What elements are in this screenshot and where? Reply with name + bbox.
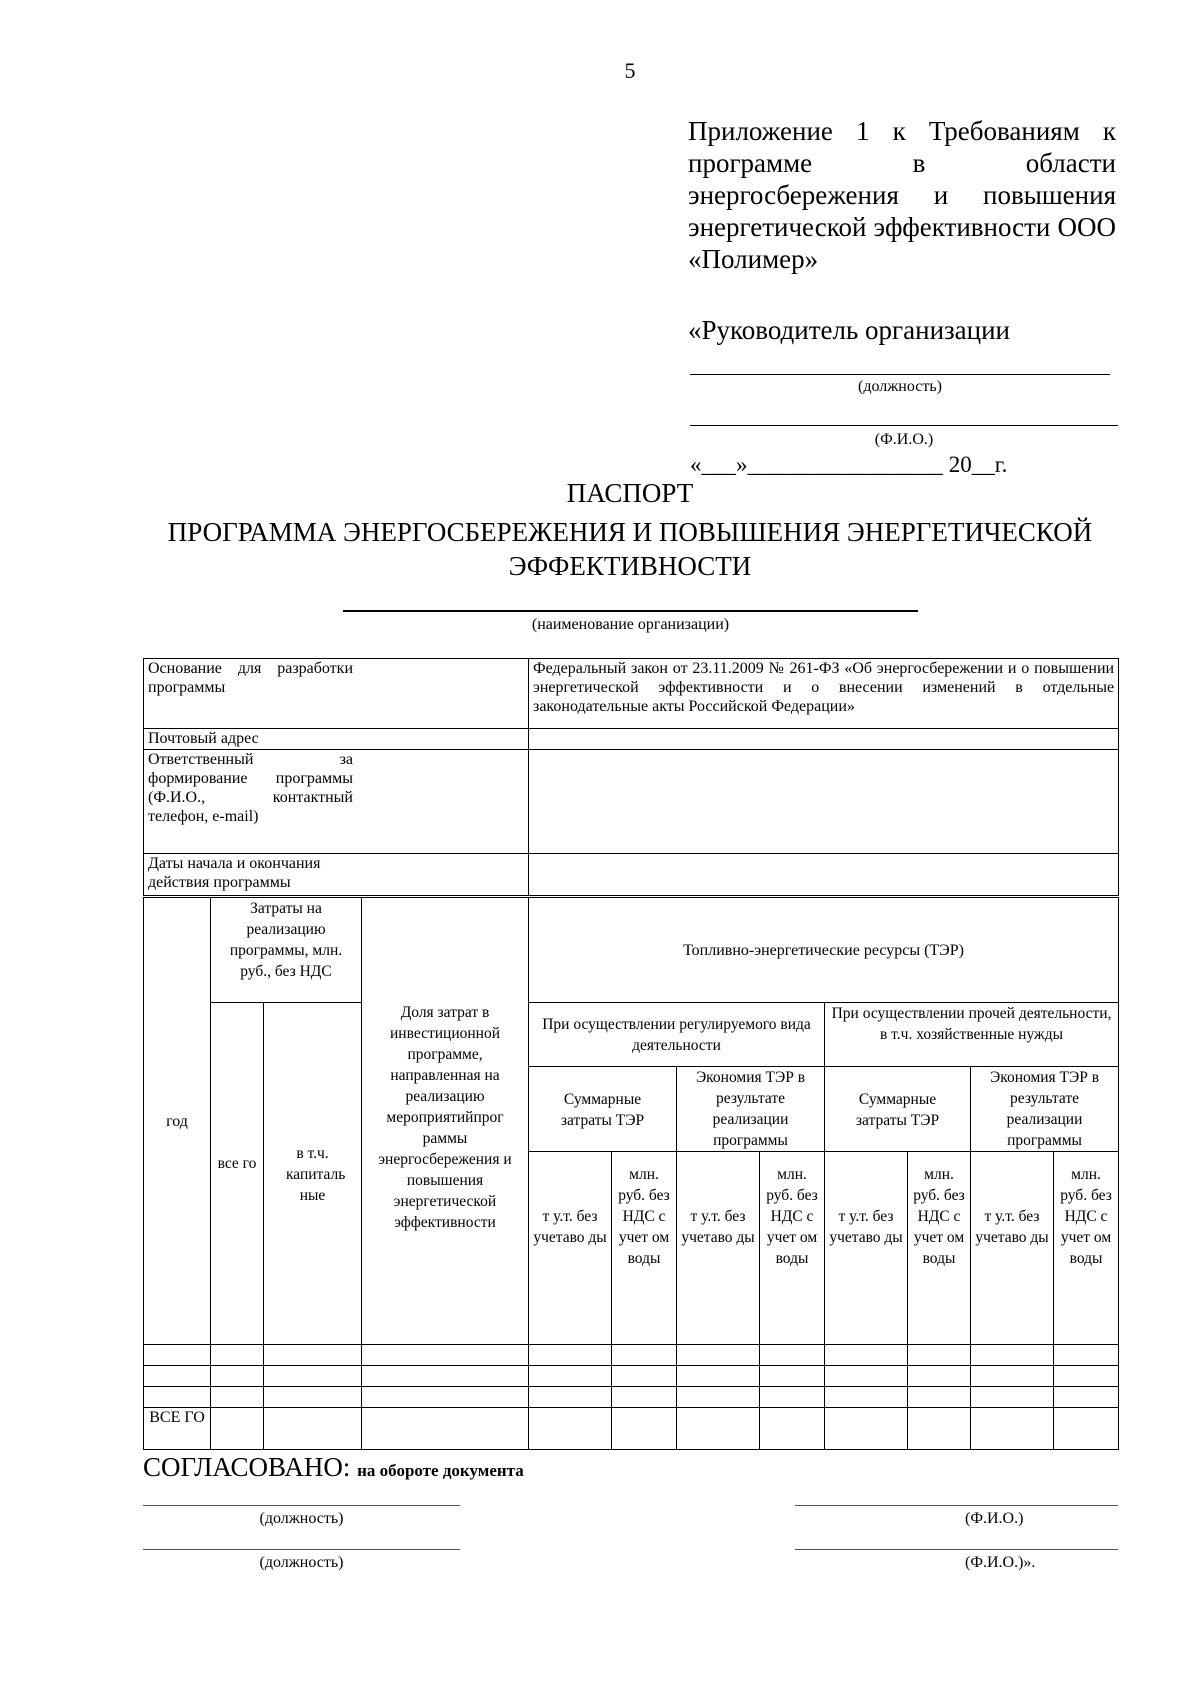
agreed-block <box>143 1452 524 1483</box>
unit-tut-header: т у.т. без учетаво ды <box>971 1152 1054 1345</box>
responsible-value[interactable] <box>529 750 1119 854</box>
appendix-note: Приложение 1 к Требованиям к программе в области энергосбережения и повышения энергетической эффективности ООО «Полимер» <box>688 116 1116 274</box>
table-cell[interactable] <box>825 1366 908 1387</box>
table-cell[interactable] <box>362 1408 529 1450</box>
dates-value[interactable] <box>529 854 1119 896</box>
table-row <box>144 750 1119 854</box>
table-cell[interactable] <box>825 1387 908 1408</box>
costs-header: Затраты на реализацию программы, млн. руб., без НДС <box>211 898 362 1003</box>
signature-line <box>795 1549 1118 1550</box>
table-cell[interactable] <box>612 1408 677 1450</box>
table-cell[interactable] <box>144 1345 211 1366</box>
approval-head: «Руководитель организации <box>688 315 1011 345</box>
table-cell[interactable] <box>908 1387 971 1408</box>
table-cell[interactable] <box>1054 1387 1119 1408</box>
table-cell[interactable] <box>529 1408 612 1450</box>
table-cell[interactable] <box>1054 1345 1119 1366</box>
basis-value: Федеральный закон от 23.11.2009 № 261-ФЗ «Об энергосбережении и о повышении энергетической эффективности и о внесении изменений в отдельные законодательные акты Российской Федерации» <box>529 659 1119 729</box>
dates-label-cell <box>144 854 529 896</box>
table-cell[interactable] <box>908 1345 971 1366</box>
table-cell[interactable] <box>760 1408 825 1450</box>
signature-line <box>143 1549 460 1550</box>
table-cell[interactable] <box>362 1387 529 1408</box>
table-cell[interactable] <box>760 1366 825 1387</box>
basis-label-cell <box>144 659 529 729</box>
ter-header: Топливно-энергетические ресурсы (ТЭР) <box>529 898 1119 1003</box>
position-caption: (должность) <box>858 378 942 395</box>
passport-table <box>143 658 1119 896</box>
other-header: При осуществлении прочей деятельности, в т.ч. хозяйственные нужды <box>825 1003 1119 1067</box>
table-row <box>144 729 1119 750</box>
table-cell[interactable] <box>971 1366 1054 1387</box>
passport-title: ПАСПОРТ <box>566 478 694 508</box>
table-cell[interactable] <box>612 1345 677 1366</box>
table-row <box>144 1387 1119 1408</box>
table-cell[interactable] <box>971 1408 1054 1450</box>
agreed-title: СОГЛАСОВАНО: <box>143 1452 351 1482</box>
year-header: год <box>144 898 211 1345</box>
table-cell[interactable] <box>264 1366 362 1387</box>
table-cell[interactable] <box>264 1345 362 1366</box>
capital-costs-header: в т.ч. капиталь ные <box>264 1003 362 1345</box>
table-cell[interactable] <box>908 1366 971 1387</box>
table-cell[interactable] <box>264 1408 362 1450</box>
unit-tut-header: т у.т. без учетаво ды <box>677 1152 760 1345</box>
table-cell[interactable] <box>211 1366 264 1387</box>
postal-label <box>144 729 529 750</box>
table-cell[interactable] <box>760 1345 825 1366</box>
signature-line <box>795 1505 1118 1506</box>
table-cell[interactable] <box>211 1345 264 1366</box>
position-caption-2: (должность) <box>259 1554 344 1571</box>
table-cell[interactable] <box>144 1366 211 1387</box>
basis-label: Основание для разработки программы <box>148 660 353 696</box>
table-cell[interactable] <box>677 1345 760 1366</box>
unit-tut-header: т у.т. без учетаво ды <box>825 1152 908 1345</box>
table-cell[interactable] <box>529 1345 612 1366</box>
agreed-note: на обороте документа <box>357 1461 524 1480</box>
table-cell[interactable] <box>612 1387 677 1408</box>
sum-costs-other-header: Суммарные затраты ТЭР <box>825 1067 971 1152</box>
page-number: 5 <box>624 58 636 83</box>
table-cell[interactable] <box>760 1387 825 1408</box>
table-cell[interactable] <box>529 1366 612 1387</box>
table-cell[interactable] <box>677 1408 760 1450</box>
table-row <box>144 659 1119 729</box>
table-cell[interactable] <box>825 1345 908 1366</box>
unit-rub-header: млн. руб. без НДС с учет ом воды <box>908 1152 971 1345</box>
dates-label: Даты начала и окончания действия программы <box>148 855 321 891</box>
unit-rub-header: млн. руб. без НДС с учет ом воды <box>612 1152 677 1345</box>
responsible-label: Ответственный за формирование программы (Ф.И.О., контактный телефон, e-mail) <box>148 751 353 825</box>
postal-value[interactable] <box>529 729 1119 750</box>
unit-tut-header: т у.т. без учетаво ды <box>529 1152 612 1345</box>
table-cell[interactable] <box>971 1387 1054 1408</box>
savings-other-header: Экономия ТЭР в результате реализации программы <box>971 1067 1119 1152</box>
table-cell[interactable] <box>825 1408 908 1450</box>
unit-rub-header: млн. руб. без НДС с учет ом воды <box>760 1152 825 1345</box>
table-cell[interactable] <box>211 1408 264 1450</box>
table-cell[interactable] <box>362 1366 529 1387</box>
position-line <box>690 374 1110 375</box>
sum-costs-regulated-header: Суммарные затраты ТЭР <box>529 1067 677 1152</box>
fio-caption: (Ф.И.О.) <box>874 431 934 448</box>
program-title: ПРОГРАММА ЭНЕРГОСБЕРЕЖЕНИЯ И ПОВЫШЕНИЯ ЭНЕРГЕТИЧЕСКОЙ ЭФФЕКТИВНОСТИ <box>167 517 1093 581</box>
table-row <box>144 1366 1119 1387</box>
total-costs-header: все го <box>211 1003 264 1345</box>
table-cell[interactable] <box>144 1387 211 1408</box>
org-name-line <box>343 610 918 612</box>
table-cell[interactable] <box>1054 1408 1119 1450</box>
position-caption-1: (должность) <box>259 1510 344 1527</box>
postal-label-text: Почтовый адрес <box>148 730 259 747</box>
responsible-label-cell <box>144 750 529 854</box>
total-row-label: ВСЕ ГО <box>144 1408 211 1450</box>
table-cell[interactable] <box>677 1387 760 1408</box>
table-row <box>144 854 1119 896</box>
table-cell[interactable] <box>264 1387 362 1408</box>
org-caption: (наименование организации) <box>531 616 730 633</box>
unit-rub-header: млн. руб. без НДС с учет ом воды <box>1054 1152 1119 1345</box>
table-cell[interactable] <box>1054 1366 1119 1387</box>
table-cell[interactable] <box>211 1387 264 1408</box>
table-cell[interactable] <box>612 1366 677 1387</box>
table-row <box>144 1345 1119 1366</box>
regulated-header: При осуществлении регулируемого вида деятельности <box>529 1003 825 1067</box>
fio-line <box>690 425 1118 426</box>
date-line: «___»_________________ 20__г. <box>690 452 1008 477</box>
table-cell[interactable] <box>677 1366 760 1387</box>
table-row-total <box>144 1408 1119 1450</box>
table-cell[interactable] <box>362 1345 529 1366</box>
fio-caption-1: (Ф.И.О.) <box>965 1510 1024 1527</box>
table-row <box>144 1003 1119 1067</box>
savings-regulated-header: Экономия ТЭР в результате реализации программы <box>677 1067 825 1152</box>
table-row <box>144 898 1119 1003</box>
table-cell[interactable] <box>908 1408 971 1450</box>
signature-line <box>143 1505 460 1506</box>
fio-caption-2: (Ф.И.О.)». <box>965 1554 1036 1571</box>
share-header: Доля затрат в инвестиционной программе, направленная на реализацию мероприятийпрог раммы энергосбережения и повышения энергетической эффективности <box>362 898 529 1345</box>
table-cell[interactable] <box>971 1345 1054 1366</box>
costs-table <box>143 897 1119 1450</box>
table-cell[interactable] <box>529 1387 612 1408</box>
